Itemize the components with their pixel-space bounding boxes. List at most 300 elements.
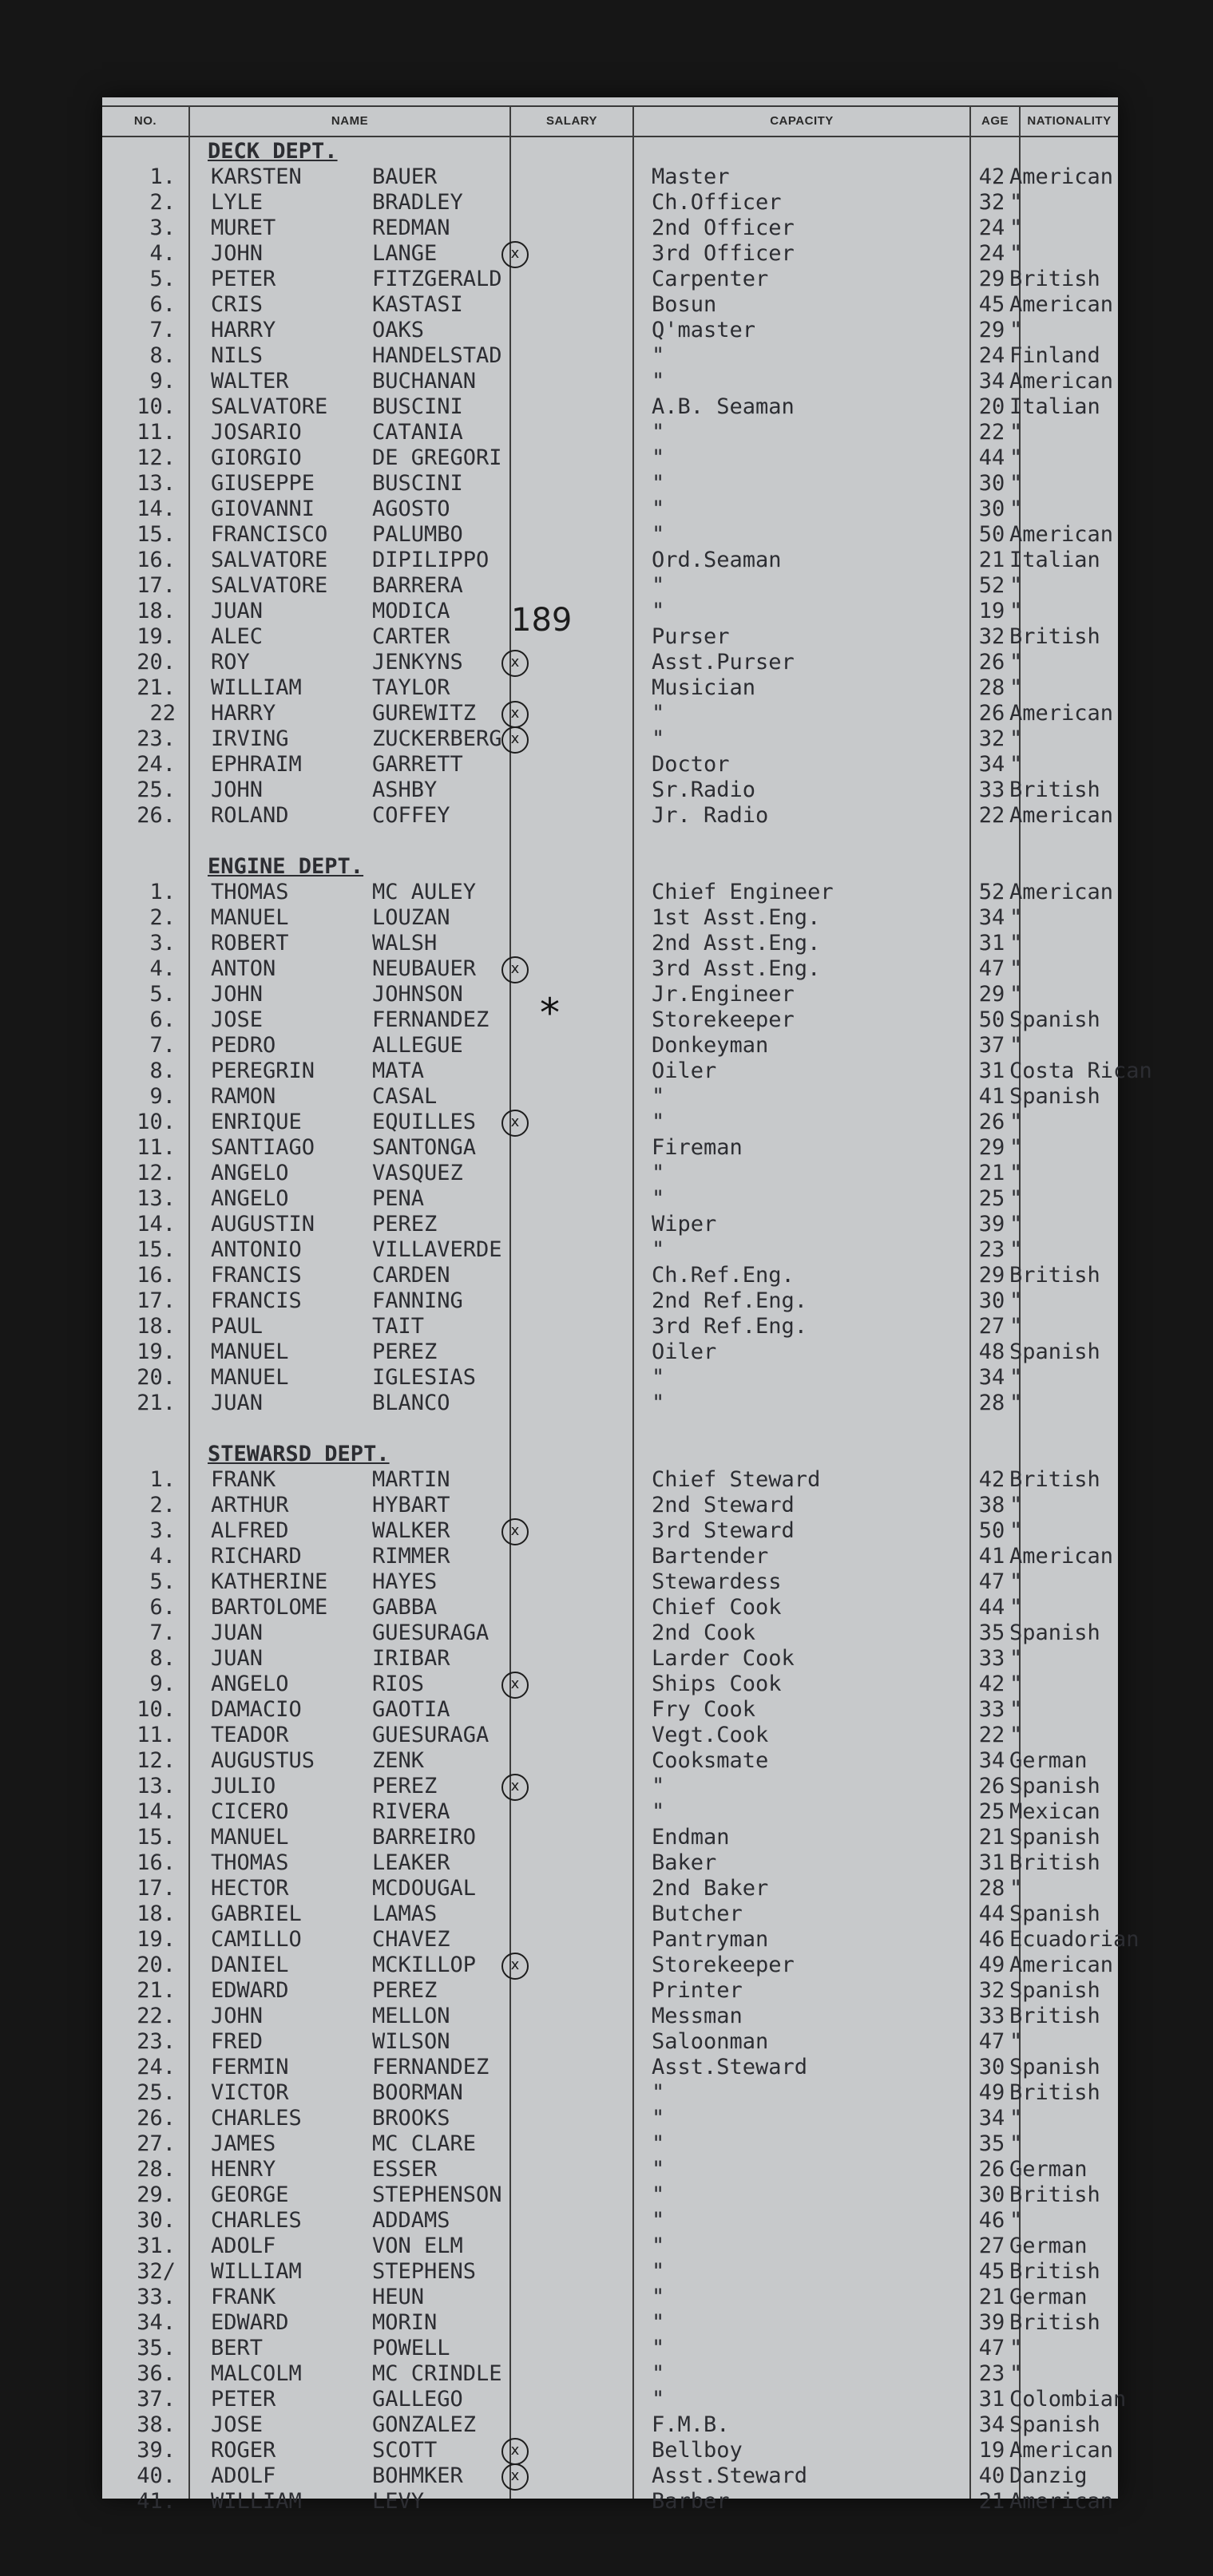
- crew-first-name: ENRIQUE: [211, 1110, 302, 1134]
- crew-first-name: HECTOR: [211, 1876, 289, 1901]
- crew-nationality: ": [1009, 1186, 1023, 1211]
- crew-nationality: British: [1009, 2259, 1100, 2284]
- crew-last-name: VILLAVERDE: [372, 1237, 502, 1262]
- crew-capacity: Baker: [652, 1850, 717, 1875]
- crew-first-name: EPHRAIM: [211, 752, 302, 777]
- crew-age: 49: [978, 1953, 1005, 1977]
- crew-last-name: STEPHENS: [372, 2259, 477, 2284]
- crew-age: 32: [978, 624, 1005, 649]
- crew-last-name: BUSCINI: [372, 471, 463, 496]
- crew-row: [102, 267, 1118, 292]
- crew-age: 34: [978, 1365, 1005, 1390]
- crew-first-name: JOHN: [211, 778, 264, 802]
- crew-nationality: American: [1009, 1544, 1114, 1569]
- crew-row: [102, 1033, 1118, 1058]
- crew-row: [102, 2259, 1118, 2285]
- crew-last-name: EQUILLES: [372, 1110, 477, 1134]
- crew-first-name: THOMAS: [211, 880, 289, 904]
- crew-number: 19.: [137, 1927, 176, 1952]
- crew-row: [102, 522, 1118, 548]
- crew-row: [102, 420, 1118, 445]
- crew-nationality: ": [1009, 1672, 1023, 1696]
- crew-number: 13.: [137, 1186, 176, 1211]
- crew-age: 40: [978, 2463, 1005, 2488]
- crew-row: [102, 1774, 1118, 1799]
- crew-nationality: ": [1009, 1493, 1023, 1518]
- crew-first-name: ANGELO: [211, 1672, 289, 1696]
- crew-number: 8.: [149, 1058, 176, 1083]
- crew-first-name: JULIO: [211, 1774, 276, 1798]
- crew-number: 17.: [137, 1876, 176, 1901]
- crew-age: 38: [978, 1493, 1005, 1518]
- crew-age: 42: [978, 1467, 1005, 1492]
- crew-first-name: SALVATORE: [211, 548, 328, 572]
- crew-capacity: Chief Steward: [652, 1467, 821, 1492]
- crew-capacity: Oiler: [652, 1058, 717, 1083]
- crew-capacity: ": [652, 343, 665, 368]
- crew-age: 24: [978, 343, 1005, 368]
- crew-first-name: GIUSEPPE: [211, 471, 315, 496]
- crew-row: [102, 2310, 1118, 2336]
- crew-age: 30: [978, 2055, 1005, 2079]
- crew-age: 21: [978, 1825, 1005, 1850]
- crew-capacity: Bellboy: [652, 2438, 743, 2463]
- crew-row: [102, 2412, 1118, 2438]
- crew-row: [102, 369, 1118, 394]
- crew-last-name: ALLEGUE: [372, 1033, 463, 1058]
- crew-first-name: LYLE: [211, 190, 264, 215]
- crew-last-name: GABBA: [372, 1595, 438, 1620]
- crew-row: [102, 1723, 1118, 1748]
- crew-age: 35: [978, 2131, 1005, 2156]
- crew-last-name: GARRETT: [372, 752, 463, 777]
- crew-row: [102, 1391, 1118, 1416]
- crew-last-name: BRADLEY: [372, 190, 463, 215]
- crew-first-name: ROBERT: [211, 931, 289, 956]
- crew-capacity: ": [652, 2208, 665, 2233]
- crew-capacity: ": [652, 1186, 665, 1211]
- crew-number: 15.: [137, 522, 176, 547]
- crew-nationality: ": [1009, 2106, 1023, 2131]
- crew-last-name: SCOTT: [372, 2438, 438, 2463]
- crew-first-name: SANTIAGO: [211, 1135, 315, 1160]
- crew-nationality: Spanish: [1009, 2055, 1100, 2079]
- crew-first-name: JOSARIO: [211, 420, 302, 445]
- crew-age: 26: [978, 650, 1005, 675]
- crew-row: [102, 548, 1118, 573]
- crew-number: 1.: [149, 164, 176, 189]
- crew-first-name: JOHN: [211, 241, 264, 266]
- crew-capacity: Endman: [652, 1825, 730, 1850]
- crew-capacity: Q'master: [652, 318, 756, 342]
- crew-first-name: CHARLES: [211, 2106, 302, 2131]
- crew-capacity: ": [652, 420, 665, 445]
- crew-last-name: FANNING: [372, 1288, 463, 1313]
- crew-age: 24: [978, 241, 1005, 266]
- crew-capacity: 2nd Ref.Eng.: [652, 1288, 808, 1313]
- crew-age: 30: [978, 1288, 1005, 1313]
- crew-first-name: ALFRED: [211, 1518, 289, 1543]
- crew-nationality: Spanish: [1009, 1901, 1100, 1926]
- crew-age: 23: [978, 2361, 1005, 2386]
- crew-age: 44: [978, 445, 1005, 470]
- crew-capacity: ": [652, 1391, 665, 1415]
- crew-nationality: ": [1009, 1237, 1023, 1262]
- crew-capacity: ": [652, 2387, 665, 2412]
- crew-number: 3.: [149, 216, 176, 240]
- crew-capacity: ": [652, 497, 665, 521]
- crew-last-name: MELLON: [372, 2004, 450, 2028]
- crew-row: [102, 701, 1118, 726]
- crew-last-name: LANGE: [372, 241, 438, 266]
- crew-age: 31: [978, 2387, 1005, 2412]
- crew-number: 4.: [149, 241, 176, 266]
- crew-first-name: JUAN: [211, 1620, 264, 1645]
- crew-capacity: Vegt.Cook: [652, 1723, 769, 1747]
- crew-number: 33.: [137, 2285, 176, 2309]
- crew-last-name: PEREZ: [372, 1339, 438, 1364]
- crew-capacity: Storekeeper: [652, 1007, 795, 1032]
- crew-capacity: ": [652, 1110, 665, 1134]
- crew-nationality: British: [1009, 778, 1100, 802]
- crew-nationality: British: [1009, 2080, 1100, 2105]
- crew-nationality: ": [1009, 445, 1023, 470]
- crew-first-name: HARRY: [211, 318, 276, 342]
- header-no: NO.: [133, 114, 157, 128]
- crew-nationality: British: [1009, 267, 1100, 291]
- crew-nationality: Spanish: [1009, 1620, 1100, 1645]
- crew-first-name: MANUEL: [211, 905, 289, 930]
- crew-age: 29: [978, 982, 1005, 1007]
- crew-nationality: ": [1009, 650, 1023, 675]
- crew-last-name: MODICA: [372, 599, 450, 623]
- crew-nationality: ": [1009, 1033, 1023, 1058]
- crew-nationality: Italian: [1009, 548, 1100, 572]
- circled-x-mark: x: [501, 241, 529, 268]
- crew-capacity: 3rd Ref.Eng.: [652, 1314, 808, 1339]
- crew-age: 27: [978, 1314, 1005, 1339]
- crew-number: 18.: [137, 599, 176, 623]
- crew-row: [102, 292, 1118, 318]
- crew-age: 26: [978, 1110, 1005, 1134]
- crew-number: 31.: [137, 2234, 176, 2258]
- crew-number: 29.: [137, 2182, 176, 2207]
- crew-first-name: IRVING: [211, 726, 289, 751]
- crew-first-name: RAMON: [211, 1084, 276, 1109]
- crew-first-name: EDWARD: [211, 1978, 289, 2003]
- crew-number: 5.: [149, 982, 176, 1007]
- crew-first-name: ANGELO: [211, 1161, 289, 1185]
- crew-first-name: GIOVANNI: [211, 497, 315, 521]
- crew-number: 10.: [137, 394, 176, 419]
- crew-number: 39.: [137, 2438, 176, 2463]
- crew-number: 3.: [149, 1518, 176, 1543]
- crew-capacity: Butcher: [652, 1901, 743, 1926]
- crew-age: 50: [978, 522, 1005, 547]
- crew-nationality: British: [1009, 1263, 1100, 1288]
- crew-number: 25.: [137, 2080, 176, 2105]
- crew-last-name: ESSER: [372, 2157, 438, 2182]
- crew-capacity: 2nd Officer: [652, 216, 795, 240]
- crew-nationality: ": [1009, 1135, 1023, 1160]
- crew-last-name: FERNANDEZ: [372, 2055, 490, 2079]
- crew-age: 42: [978, 1672, 1005, 1696]
- crew-last-name: BARRERA: [372, 573, 463, 598]
- crew-nationality: ": [1009, 216, 1023, 240]
- crew-age: 33: [978, 1697, 1005, 1722]
- crew-first-name: JUAN: [211, 599, 264, 623]
- crew-number: 4.: [149, 956, 176, 981]
- crew-age: 47: [978, 2336, 1005, 2360]
- crew-capacity: Doctor: [652, 752, 730, 777]
- crew-age: 20: [978, 394, 1005, 419]
- crew-first-name: MALCOLM: [211, 2361, 302, 2386]
- crew-last-name: BUSCINI: [372, 394, 463, 419]
- crew-last-name: LOUZAN: [372, 905, 450, 930]
- crew-capacity: Messman: [652, 2004, 743, 2028]
- crew-nationality: ": [1009, 1391, 1023, 1415]
- crew-age: 26: [978, 1774, 1005, 1798]
- crew-number: 7.: [149, 1033, 176, 1058]
- crew-first-name: CRIS: [211, 292, 264, 317]
- crew-last-name: PEREZ: [372, 1212, 438, 1237]
- crew-number: 4.: [149, 1544, 176, 1569]
- crew-last-name: PENA: [372, 1186, 425, 1211]
- crew-nationality: German: [1009, 2234, 1088, 2258]
- crew-row: [102, 2361, 1118, 2387]
- crew-number: 5.: [149, 1569, 176, 1594]
- crew-capacity: Jr. Radio: [652, 803, 769, 828]
- crew-nationality: American: [1009, 701, 1114, 726]
- crew-last-name: IRIBAR: [372, 1646, 450, 1671]
- crew-first-name: JAMES: [211, 2131, 276, 2156]
- crew-nationality: British: [1009, 2182, 1100, 2207]
- crew-last-name: HYBART: [372, 1493, 450, 1518]
- crew-last-name: VASQUEZ: [372, 1161, 463, 1185]
- crew-row: [102, 1978, 1118, 2004]
- crew-age: 49: [978, 2080, 1005, 2105]
- crew-nationality: ": [1009, 1723, 1023, 1747]
- circled-x-mark: x: [501, 650, 529, 677]
- crew-last-name: PEREZ: [372, 1774, 438, 1798]
- crew-age: 26: [978, 701, 1005, 726]
- crew-age: 46: [978, 2208, 1005, 2233]
- crew-capacity: ": [652, 2080, 665, 2105]
- crew-row: [102, 2004, 1118, 2029]
- crew-number: 25.: [137, 778, 176, 802]
- crew-number: 24.: [137, 752, 176, 777]
- crew-last-name: IGLESIAS: [372, 1365, 477, 1390]
- crew-row: [102, 675, 1118, 701]
- crew-first-name: AUGUSTUS: [211, 1748, 315, 1773]
- crew-age: 21: [978, 2489, 1005, 2514]
- crew-nationality: ": [1009, 931, 1023, 956]
- crew-nationality: Costa Rican: [1009, 1058, 1152, 1083]
- crew-last-name: SANTONGA: [372, 1135, 477, 1160]
- crew-age: 22: [978, 803, 1005, 828]
- crew-number: 14.: [137, 497, 176, 521]
- crew-first-name: JUAN: [211, 1646, 264, 1671]
- crew-age: 33: [978, 2004, 1005, 2028]
- crew-capacity: Stewardess: [652, 1569, 782, 1594]
- crew-number: 37.: [137, 2387, 176, 2412]
- crew-age: 33: [978, 1646, 1005, 1671]
- crew-row: [102, 318, 1118, 343]
- crew-capacity: ": [652, 471, 665, 496]
- crew-number: 20.: [137, 1953, 176, 1977]
- crew-capacity: Bosun: [652, 292, 717, 317]
- crew-first-name: GEORGE: [211, 2182, 289, 2207]
- crew-nationality: ": [1009, 420, 1023, 445]
- crew-row: [102, 241, 1118, 267]
- crew-first-name: PETER: [211, 267, 276, 291]
- crew-last-name: ADDAMS: [372, 2208, 450, 2233]
- crew-number: 26.: [137, 803, 176, 828]
- crew-age: 30: [978, 2182, 1005, 2207]
- crew-age: 25: [978, 1186, 1005, 1211]
- crew-nationality: German: [1009, 2285, 1088, 2309]
- crew-last-name: TAIT: [372, 1314, 425, 1339]
- crew-nationality: ": [1009, 318, 1023, 342]
- crew-last-name: LEVY: [372, 2489, 425, 2514]
- crew-age: 31: [978, 931, 1005, 956]
- crew-number: 11.: [137, 1135, 176, 1160]
- crew-last-name: RIOS: [372, 1672, 425, 1696]
- crew-age: 34: [978, 752, 1005, 777]
- crew-nationality: ": [1009, 190, 1023, 215]
- crew-nationality: British: [1009, 2310, 1100, 2335]
- crew-last-name: KASTASI: [372, 292, 463, 317]
- crew-row: [102, 497, 1118, 522]
- crew-first-name: PEREGRIN: [211, 1058, 315, 1083]
- crew-nationality: ": [1009, 1161, 1023, 1185]
- crew-last-name: AGOSTO: [372, 497, 450, 521]
- crew-capacity: ": [652, 2310, 665, 2335]
- crew-last-name: WALKER: [372, 1518, 450, 1543]
- crew-nationality: American: [1009, 803, 1114, 828]
- crew-age: 28: [978, 1876, 1005, 1901]
- crew-first-name: FRANK: [211, 2285, 276, 2309]
- crew-row: [102, 2157, 1118, 2182]
- crew-number: 9.: [149, 1084, 176, 1109]
- crew-row: [102, 1058, 1152, 1084]
- crew-last-name: GUESURAGA: [372, 1620, 490, 1645]
- crew-age: 42: [978, 164, 1005, 189]
- header-capacity: CAPACITY: [770, 114, 834, 128]
- crew-nationality: American: [1009, 2489, 1114, 2514]
- crew-age: 21: [978, 2285, 1005, 2309]
- crew-first-name: HARRY: [211, 701, 276, 726]
- crew-number: 19.: [137, 624, 176, 649]
- crew-capacity: Pantryman: [652, 1927, 769, 1952]
- crew-nationality: ": [1009, 1595, 1023, 1620]
- crew-nationality: British: [1009, 1467, 1100, 1492]
- crew-number: 18.: [137, 1901, 176, 1926]
- crew-nationality: British: [1009, 2004, 1100, 2028]
- crew-capacity: ": [652, 1365, 665, 1390]
- crew-nationality: Spanish: [1009, 1007, 1100, 1032]
- crew-capacity: Musician: [652, 675, 756, 700]
- crew-age: 34: [978, 2106, 1005, 2131]
- crew-number: 6.: [149, 1595, 176, 1620]
- crew-nationality: British: [1009, 624, 1100, 649]
- crew-last-name: JENKYNS: [372, 650, 463, 675]
- crew-number: 38.: [137, 2412, 176, 2437]
- crew-age: 29: [978, 1263, 1005, 1288]
- crew-age: 35: [978, 1620, 1005, 1645]
- header-age: AGE: [981, 114, 1009, 128]
- crew-capacity: ": [652, 1084, 665, 1109]
- crew-age: 44: [978, 1595, 1005, 1620]
- crew-number: 10.: [137, 1110, 176, 1134]
- crew-nationality: ": [1009, 1314, 1023, 1339]
- crew-row: [102, 931, 1118, 956]
- crew-capacity: ": [652, 2106, 665, 2131]
- crew-first-name: JOSE: [211, 2412, 264, 2437]
- crew-nationality: Danzig: [1009, 2463, 1088, 2488]
- crew-capacity: Fireman: [652, 1135, 743, 1160]
- department-heading: [208, 854, 363, 880]
- crew-capacity: 2nd Steward: [652, 1493, 795, 1518]
- crew-first-name: FERMIN: [211, 2055, 289, 2079]
- crew-number: 28.: [137, 2157, 176, 2182]
- crew-last-name: MC AULEY: [372, 880, 477, 904]
- crew-number: 9.: [149, 1672, 176, 1696]
- crew-nationality: American: [1009, 1953, 1114, 1977]
- crew-last-name: MCDOUGAL: [372, 1876, 477, 1901]
- crew-age: 46: [978, 1927, 1005, 1952]
- crew-first-name: HENRY: [211, 2157, 276, 2182]
- crew-number: 14.: [137, 1212, 176, 1237]
- crew-age: 31: [978, 1850, 1005, 1875]
- crew-number: 1.: [149, 880, 176, 904]
- crew-number: 30.: [137, 2208, 176, 2233]
- crew-first-name: ROGER: [211, 2438, 276, 2463]
- crew-row: [102, 803, 1118, 829]
- crew-list-sheet: [102, 97, 1152, 2514]
- crew-number: 2.: [149, 190, 176, 215]
- crew-nationality: ": [1009, 1518, 1023, 1543]
- crew-number: 7.: [149, 1620, 176, 1645]
- crew-capacity: Carpenter: [652, 267, 769, 291]
- crew-age: 28: [978, 1391, 1005, 1415]
- crew-last-name: CARTER: [372, 624, 450, 649]
- crew-age: 52: [978, 573, 1005, 598]
- crew-age: 50: [978, 1518, 1005, 1543]
- crew-age: 23: [978, 1237, 1005, 1262]
- crew-first-name: FRANCIS: [211, 1288, 302, 1313]
- crew-capacity: Ch.Officer: [652, 190, 782, 215]
- crew-last-name: WALSH: [372, 931, 438, 956]
- crew-first-name: RICHARD: [211, 1544, 302, 1569]
- crew-row: [102, 2208, 1118, 2234]
- crew-row: [102, 1084, 1118, 1110]
- crew-number: 2.: [149, 1493, 176, 1518]
- crew-last-name: GALLEGO: [372, 2387, 463, 2412]
- crew-row: [102, 1799, 1118, 1825]
- crew-row: [102, 2131, 1118, 2157]
- crew-nationality: ": [1009, 2361, 1023, 2386]
- crew-age: 41: [978, 1544, 1005, 1569]
- crew-capacity: ": [652, 573, 665, 598]
- crew-number: 26.: [137, 2106, 176, 2131]
- crew-number: 35.: [137, 2336, 176, 2360]
- crew-row: [102, 599, 1118, 624]
- crew-number: 27.: [137, 2131, 176, 2156]
- crew-row: [102, 1544, 1118, 1569]
- crew-nationality: ": [1009, 471, 1023, 496]
- crew-capacity: Ord.Seaman: [652, 548, 782, 572]
